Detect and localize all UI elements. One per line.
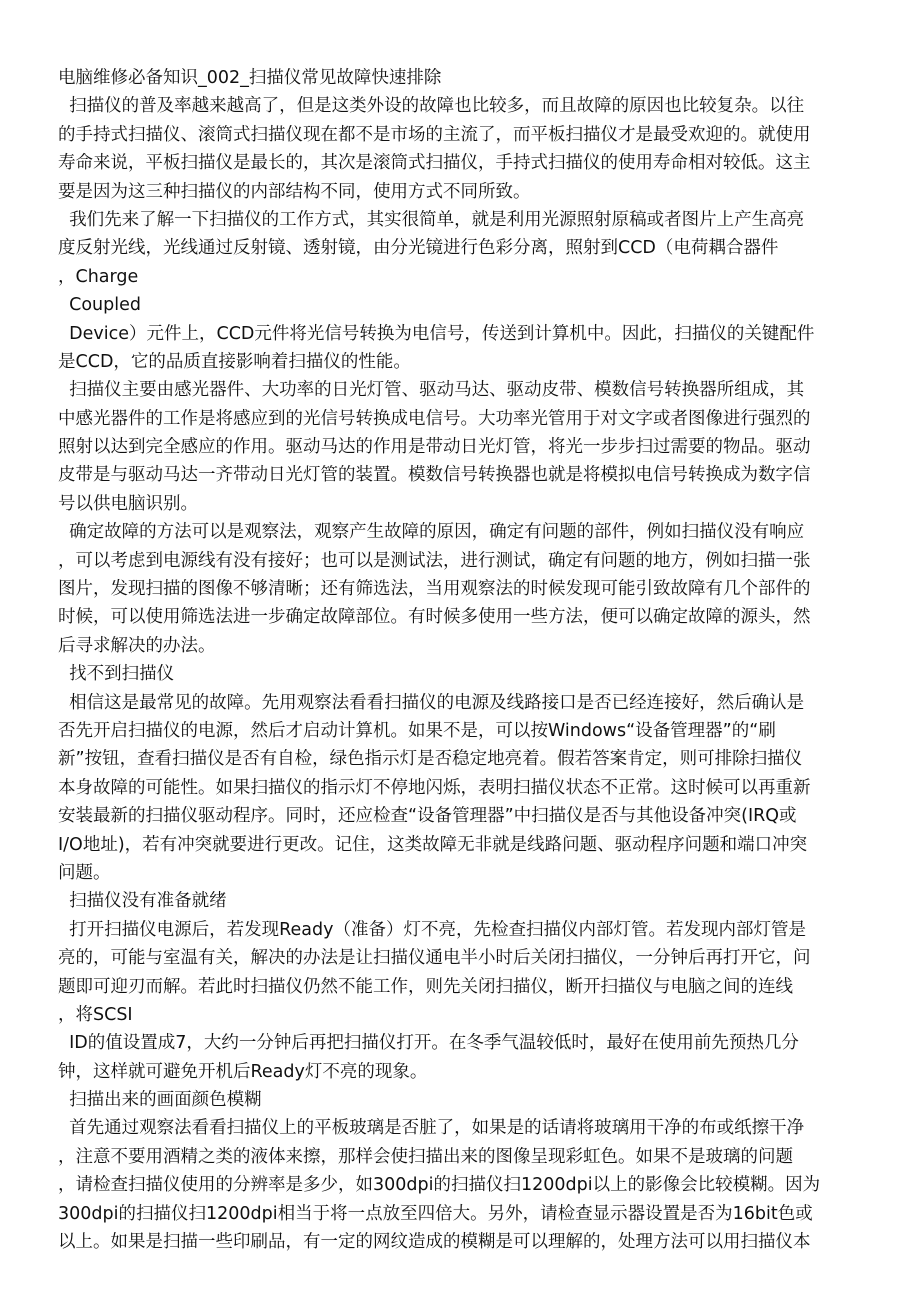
text-line: 题即可迎刃而解。若此时扫描仪仍然不能工作，则先关闭扫描仪，断开扫描仪与电脑之间的连线 [58,976,793,997]
text-line: 图片，发现扫描的图像不够清晰；还有筛选法，当用观察法的时候发现可能引致故障有几个部件的 [58,579,811,600]
text-line: 扫描仪的普及率越来越高了，但是这类外设的故障也比较多，而且故障的原因也比较复杂。以往 [58,96,805,117]
text-line: ，请检查扫描仪使用的分辨率是多少，如300dpi的扫描仪扫1200dpi以上的影像会比较模糊。因为 [58,1175,821,1196]
text-line: 钟，这样就可避免开机后Ready灯不亮的现象。 [58,1061,428,1082]
text-line: ，Charge [58,266,139,287]
text-line: 相信这是最常见的故障。先用观察法看看扫描仪的电源及线路接口是否已经连接好，然后确认是 [58,692,805,713]
document-title: 电脑维修必备知识_002_扫描仪常见故障快速排除 [58,68,442,88]
text-line: 后寻求解决的办法。 [58,635,216,656]
text-line: Device）元件上，CCD元件将光信号转换为电信号，传送到计算机中。因此，扫描仪的关键配件 [58,323,815,344]
section-heading: 找不到扫描仪 [58,664,175,685]
section-heading: 扫描仪没有准备就绪 [58,891,227,912]
text-line: ID的值设置成7，大约一分钟后再把扫描仪打开。在冬季气温较低时，最好在使用前先预热几分 [58,1033,799,1054]
text-line: 扫描仪主要由感光器件、大功率的日光灯管、驱动马达、驱动皮带、模数信号转换器所组成，其 [58,380,805,401]
text-line: 确定故障的方法可以是观察法，观察产生故障的原因，确定有问题的部件，例如扫描仪没有响应 [58,522,805,543]
text-line: ，将SCSI [58,1004,133,1025]
text-line: 要是因为这三种扫描仪的内部结构不同，使用方式不同所致。 [58,181,531,202]
section-heading: 扫描出来的画面颜色模糊 [58,1090,262,1111]
text-line: 300dpi的扫描仪扫1200dpi相当于将一点放至四倍大。另外，请检查显示器设置是否为16bit色或 [58,1203,813,1224]
text-line: 我们先来了解一下扫描仪的工作方式，其实很简单，就是利用光源照射原稿或者图片上产生高亮 [58,209,805,230]
text-line: 本身故障的可能性。如果扫描仪的指示灯不停地闪烁，表明扫描仪状态不正常。这时候可以再重新 [58,777,811,798]
text-line: 是CCD，它的品质直接影响着扫描仪的性能。 [58,351,411,372]
text-line: 否先开启扫描仪的电源，然后才启动计算机。如果不是，可以按Windows“设备管理器”的“刷 [58,720,776,741]
text-line: I/O地址)，若有冲突就要进行更改。记住，这类故障无非就是线路问题、驱动程序问题和端口冲突 [58,834,808,855]
text-line: 首先通过观察法看看扫描仪上的平板玻璃是否脏了，如果是的话请将玻璃用干净的布或纸擦干净 [58,1118,805,1139]
text-line: 寿命来说，平板扫描仪是最长的，其次是滚筒式扫描仪，手持式扫描仪的使用寿命相对较低。这主 [58,153,811,174]
text-line: 打开扫描仪电源后，若发现Ready（准备）灯不亮，先检查扫描仪内部灯管。若发现内部灯管是 [58,919,806,940]
text-line: 时候，可以使用筛选法进一步确定故障部位。有时候多使用一些方法，便可以确定故障的源头，然 [58,607,811,628]
text-line: 的手持式扫描仪、滚筒式扫描仪现在都不是市场的主流了，而平板扫描仪才是最受欢迎的。就使用 [58,124,811,145]
text-line: 号以供电脑识别。 [58,493,198,514]
text-line: Coupled [58,295,141,316]
text-line: 以上。如果是扫描一些印刷品，有一定的网纹造成的模糊是可以理解的，处理方法可以用扫描仪本 [58,1232,811,1253]
text-line: 安装最新的扫描仪驱动程序。同时，还应检查“设备管理器”中扫描仪是否与其他设备冲突(IRQ或 [58,806,797,827]
text-line: 度反射光线，光线通过反射镜、透射镜，由分光镜进行色彩分离，照射到CCD（电荷耦合器件 [58,238,779,259]
text-line: 中感光器件的工作是将感应到的光信号转换成电信号。大功率光管用于对文字或者图像进行强烈的 [58,408,811,429]
text-line: 新”按钮，查看扫描仪是否有自检，绿色指示灯是否稳定地亮着。假若答案肯定，则可排除扫描仪 [58,749,803,770]
text-line: 皮带是与驱动马达一齐带动日光灯管的装置。模数信号转换器也就是将模拟电信号转换成为数字信 [58,465,811,486]
text-line: ，可以考虑到电源线有没有接好；也可以是测试法，进行测试，确定有问题的地方，例如扫描一张 [58,550,811,571]
text-line: 问题。 [58,862,111,883]
text-line: 亮的，可能与室温有关，解决的办法是让扫描仪通电半小时后关闭扫描仪，一分钟后再打开它，问 [58,948,811,969]
text-line: 照射以达到完全感应的作用。驱动马达的作用是带动日光灯管，将光一步步扫过需要的物品。驱动 [58,437,811,458]
text-line: ，注意不要用酒精之类的液体来擦，那样会使扫描出来的图像呈现彩虹色。如果不是玻璃的问题 [58,1146,793,1167]
